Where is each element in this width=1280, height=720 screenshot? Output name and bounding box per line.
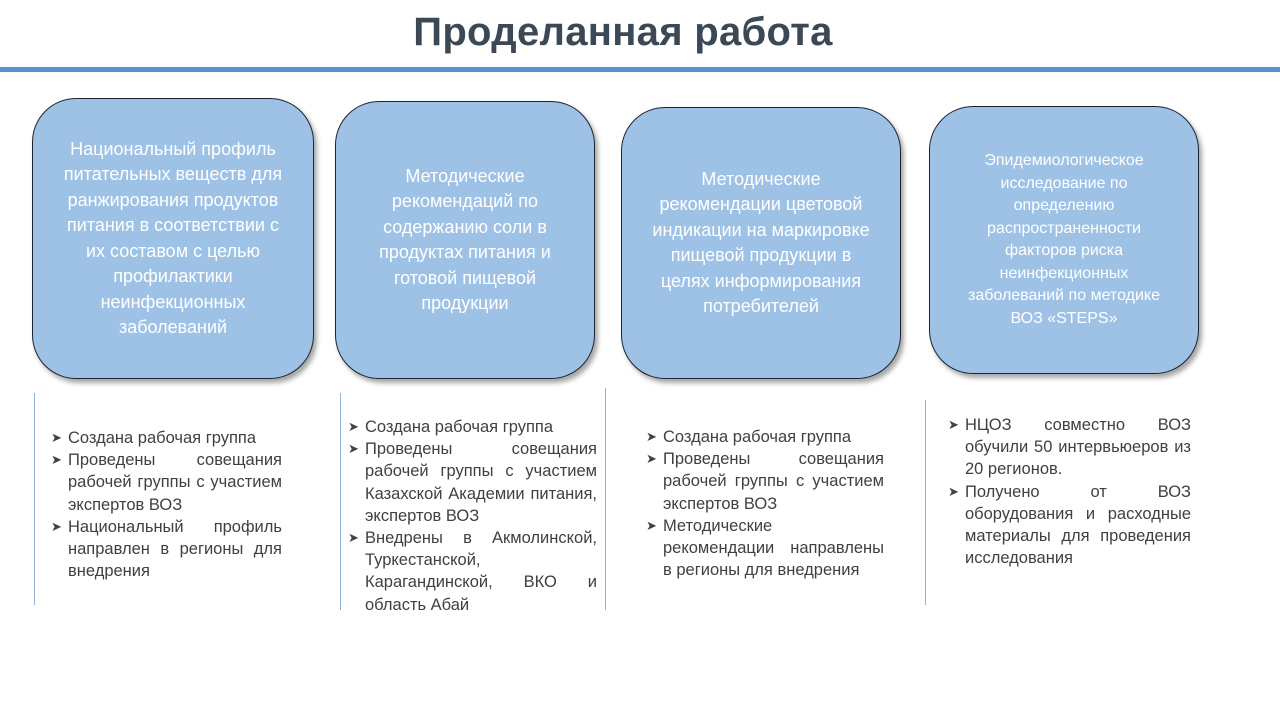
chevron-right-icon: ➤ (646, 517, 657, 533)
list-item: ➤ Проведены совещания рабочей группы с участием экспертов ВОЗ (51, 451, 282, 514)
title-underline (0, 67, 1280, 72)
column-1-list (51, 427, 282, 582)
column-4-list (948, 414, 1191, 569)
chevron-right-icon: ➤ (646, 429, 657, 444)
column-divider (925, 400, 926, 605)
chevron-right-icon: ➤ (348, 530, 359, 546)
card-steps-study-text: Эпидемиологическое исследование по определению распространенности факторов риска неинфекционных заболеваний по методике ВОЗ «STEPS» (968, 152, 1160, 327)
card-nutrient-profile-text: Национальный профиль питательных веществ для ранжирования продуктов питания в соответствии с их составом с целью профилактики неинфекционных заболеваний (63, 138, 283, 337)
column-3-list (646, 426, 884, 581)
chevron-right-icon: ➤ (51, 452, 62, 468)
column-divider (34, 393, 35, 605)
card-salt-guidelines-text: Методические рекомендаций по содержанию соли в продуктах питания и готовой пищевой продукции (379, 165, 551, 313)
card-color-labeling-text: Методические рекомендации цветовой индикации на маркировке пищевой продукции в целях информирования потребителей (652, 168, 870, 316)
card-nutrient-profile (32, 98, 314, 379)
page-title: Проделанная работа (413, 10, 833, 54)
list-item: ➤ Создана рабочая группа (51, 427, 282, 449)
column-divider (605, 388, 606, 610)
list-item: ➤ Получено от ВОЗ оборудования и расходные материалы для проведения исследования (948, 482, 1191, 568)
chevron-right-icon: ➤ (646, 451, 657, 467)
card-color-labeling (621, 107, 901, 379)
list-item: ➤ Проведены совещания рабочей группы с участием Казахской Академии питания, экспертов ВОЗ (348, 440, 597, 525)
list-item: ➤ Проведены совещания рабочей группы с участием экспертов ВОЗ (646, 450, 884, 513)
list-item: ➤ Создана рабочая группа (646, 426, 884, 448)
chevron-right-icon: ➤ (348, 441, 359, 457)
chevron-right-icon: ➤ (948, 417, 959, 432)
chevron-right-icon: ➤ (51, 518, 62, 534)
card-steps-study (929, 106, 1199, 374)
list-item: ➤ НЦОЗ совместно ВОЗ обучили 50 интервьюеров из 20 регионов. (948, 416, 1191, 479)
column-2-list (348, 416, 597, 616)
chevron-right-icon: ➤ (348, 419, 359, 434)
list-item: ➤ Создана рабочая группа (348, 416, 597, 438)
chevron-right-icon: ➤ (948, 483, 959, 499)
card-salt-guidelines (335, 101, 595, 379)
list-item: ➤ Внедрены в Акмолинской, Туркестанской, Карагандинской, ВКО и область Абай (348, 529, 597, 614)
list-item: ➤ Национальный профиль направлен в регионы для внедрения (51, 517, 282, 581)
column-divider (340, 393, 341, 610)
list-item: ➤ Методические рекомендации направлены в регионы для внедрения (646, 516, 884, 580)
chevron-right-icon: ➤ (51, 430, 62, 445)
